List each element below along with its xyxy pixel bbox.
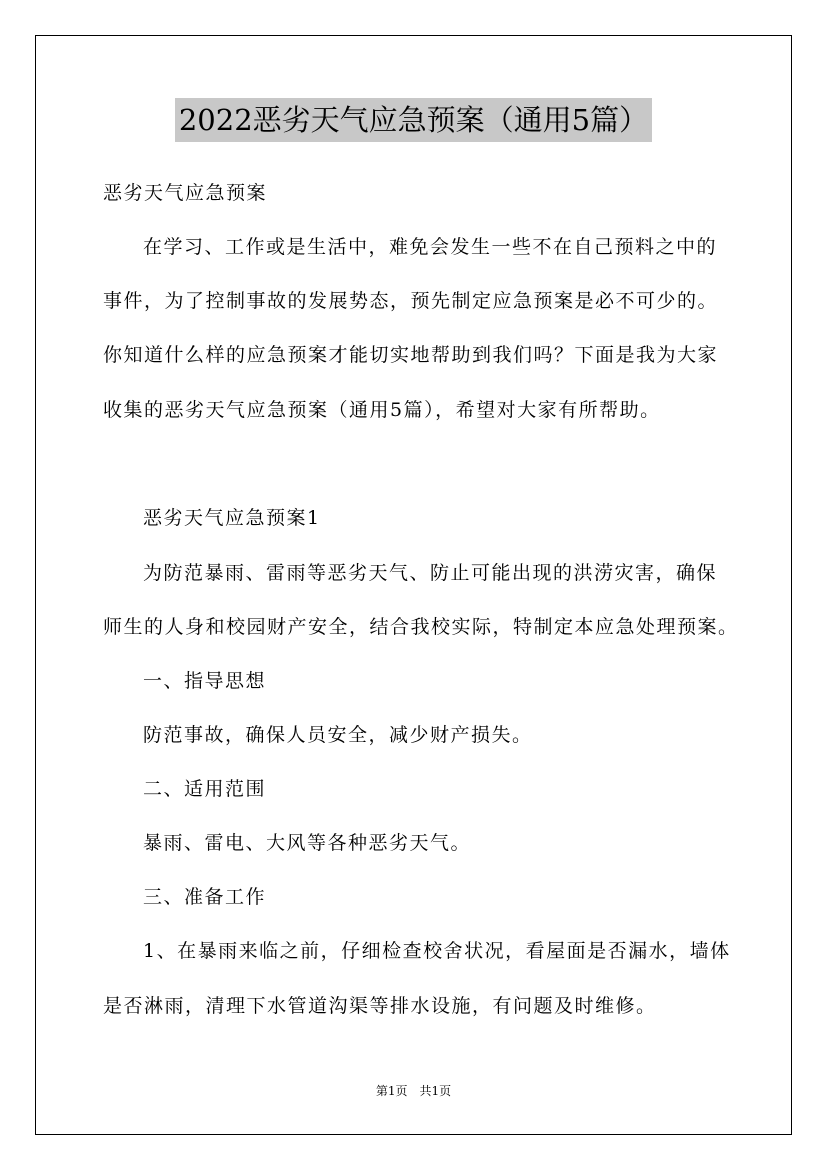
heading-guiding-principle: 一、指导思想	[143, 670, 267, 692]
text-guiding-principle: 防范事故，确保人员安全，减少财产损失。	[143, 724, 533, 746]
heading-preparation: 三、准备工作	[143, 886, 267, 908]
document-subtitle: 恶劣天气应急预案	[103, 182, 268, 204]
title-container	[0, 98, 827, 142]
intro-line: 事件，为了控制事故的发展势态，预先制定应急预案是必不可少的。	[103, 290, 719, 312]
page-footer: 第1页 共1页	[375, 1084, 452, 1098]
paragraph-line: 师生的人身和校园财产安全，结合我校实际，特制定本应急处理预案。	[103, 616, 739, 638]
paragraph-line: 1、在暴雨来临之前，仔细检查校舍状况，看屋面是否漏水，墙体	[143, 940, 731, 962]
intro-line: 收集的恶劣天气应急预案（通用5篇），希望对大家有所帮助。	[103, 399, 661, 421]
paragraph-line: 为防范暴雨、雷雨等恶劣天气、防止可能出现的洪涝灾害，确保	[143, 562, 718, 584]
heading-scope: 二、适用范围	[143, 778, 267, 800]
paragraph-line: 是否淋雨，清理下水管道沟渠等排水设施，有问题及时维修。	[103, 995, 657, 1017]
intro-line: 在学习、工作或是生活中，难免会发生一些不在自己预料之中的	[143, 236, 718, 258]
document-title: 2022恶劣天气应急预案（通用5篇）	[175, 98, 652, 142]
section-heading: 恶劣天气应急预案1	[143, 507, 321, 529]
intro-line: 你知道什么样的应急预案才能切实地帮助到我们吗？下面是我为大家	[103, 344, 719, 366]
text-scope: 暴雨、雷电、大风等各种恶劣天气。	[143, 832, 472, 854]
